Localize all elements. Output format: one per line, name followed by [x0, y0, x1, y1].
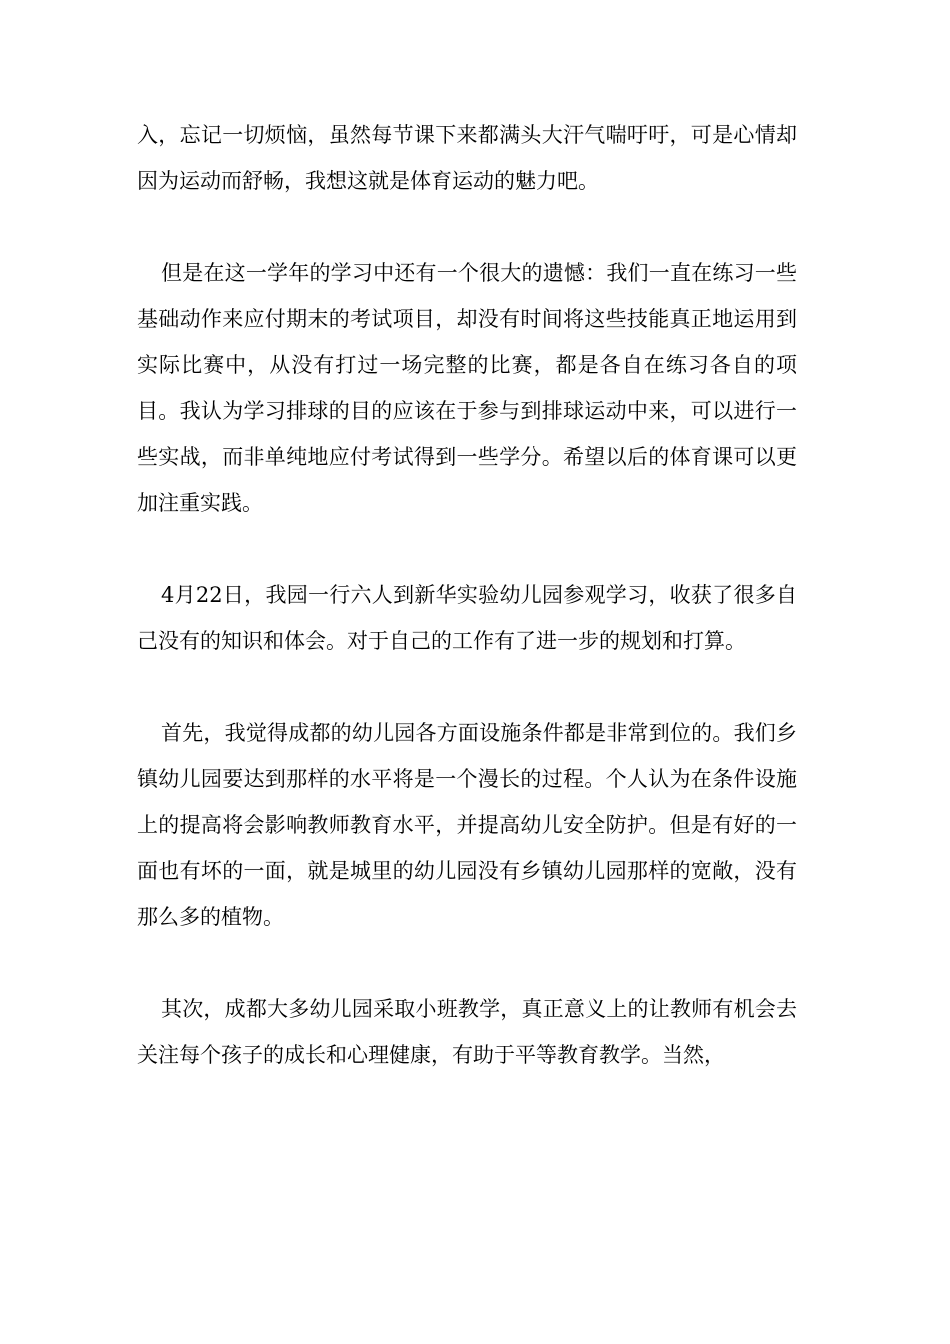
paragraph-first-point: 首先，我觉得成都的幼儿园各方面设施条件都是非常到位的。我们乡镇幼儿园要达到那样的水平将是一个漫长的过程。个人认为在条件设施上的提高将会影响教师教育水平，并提高幼儿安全防护。但是有好的一面也有坏的一面，就是城里的幼儿园没有乡镇幼儿园那样的宽敞，没有那么多的植物。 [137, 721, 797, 929]
paragraph-volleyball-regret: 但是在这一学年的学习中还有一个很大的遗憾：我们一直在练习一些基础动作来应付期末的考试项目，却没有时间将这些技能真正地运用到实际比赛中，从没有打过一场完整的比赛，都是各自在练习各自的项目。我认为学习排球的目的应该在于参与到排球运动中来，可以进行一些实战，而非单纯地应付考试得到一些学分。希望以后的体育课可以更加注重实践。 [137, 261, 797, 515]
paragraph-visit-intro: 4月22日，我园一行六人到新华实验幼儿园参观学习，收获了很多自己没有的知识和体会。对于自己的工作有了进一步的规划和打算。 [137, 583, 797, 653]
paragraph-second-point: 其次，成都大多幼儿园采取小班教学，真正意义上的让教师有机会去关注每个孩子的成长和心理健康，有助于平等教育教学。当然， [137, 997, 797, 1067]
paragraph-continuation: 入，忘记一切烦恼，虽然每节课下来都满头大汗气喘吁吁，可是心情却因为运动而舒畅，我想这就是体育运动的魅力吧。 [137, 123, 797, 193]
document-body [137, 112, 797, 1124]
